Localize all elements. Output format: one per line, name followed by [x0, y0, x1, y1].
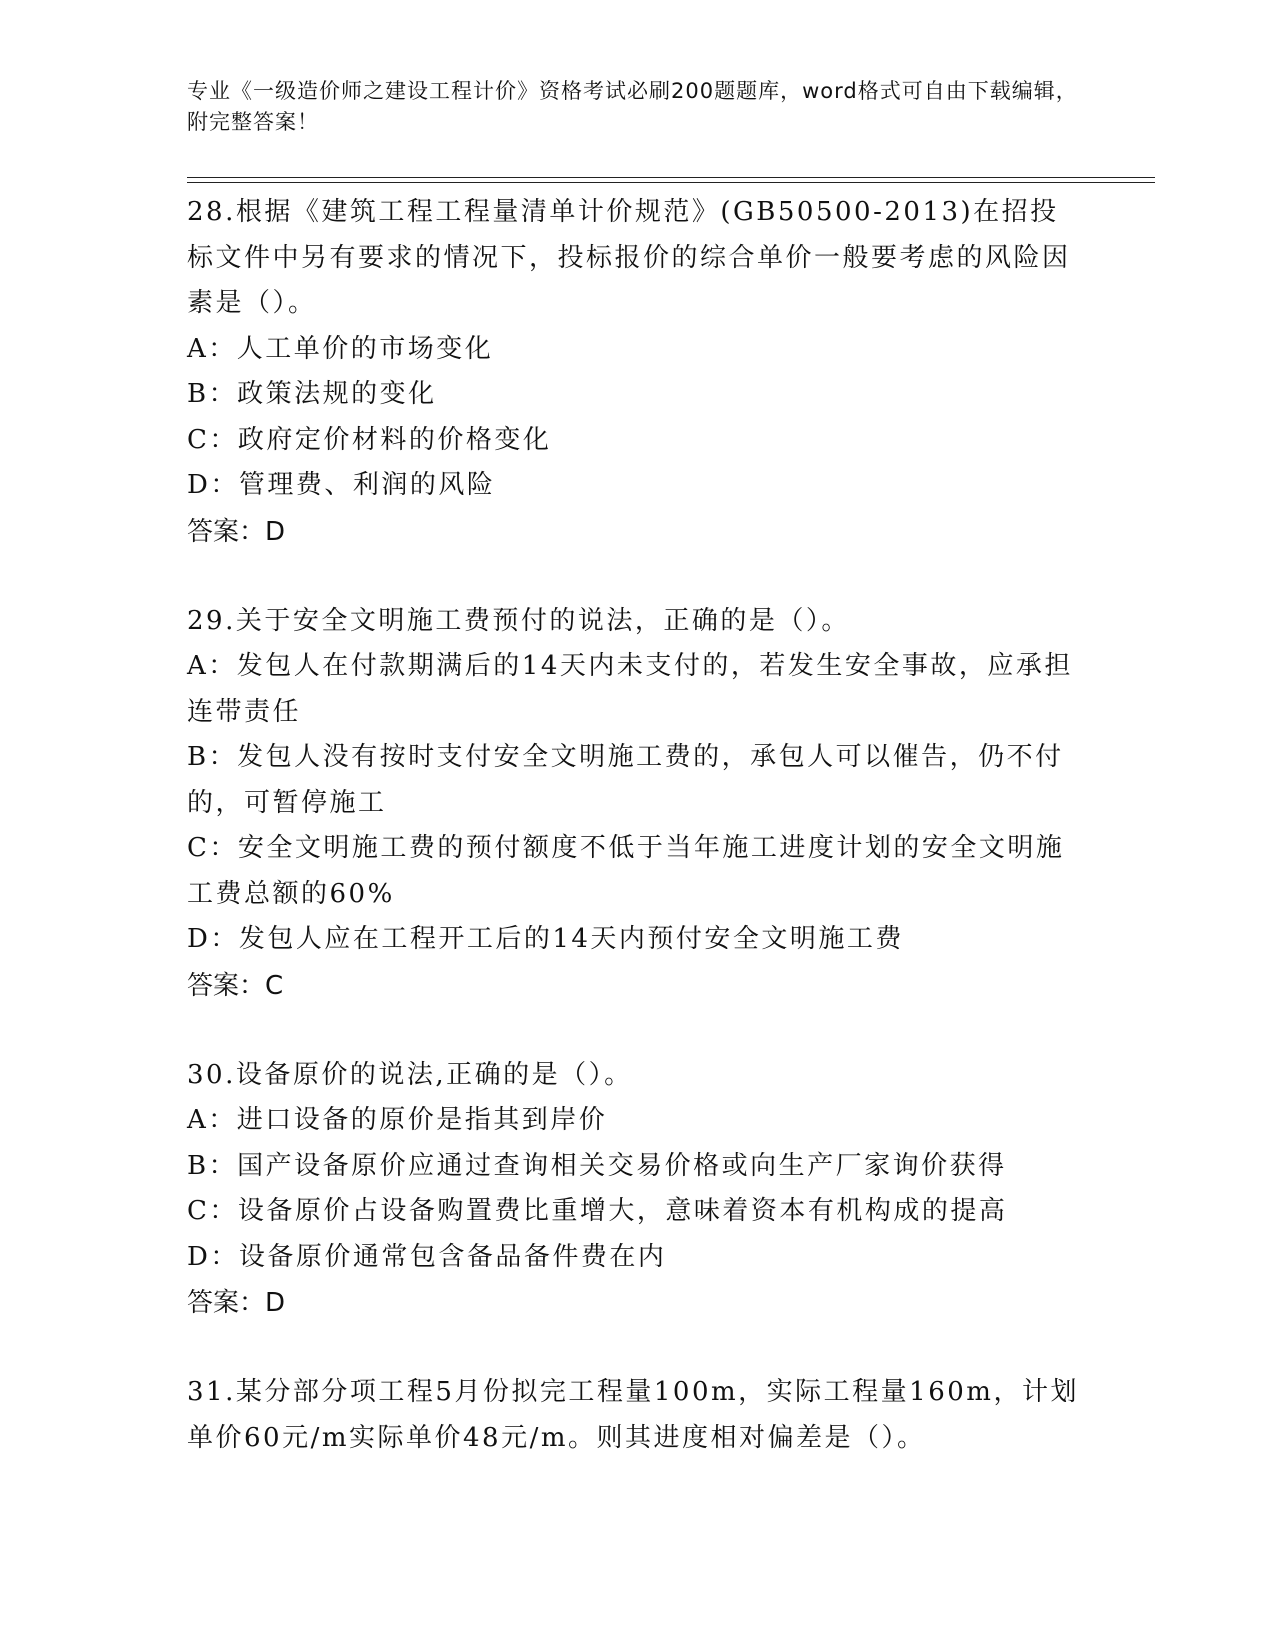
option-b: B：发包人没有按时支付安全文明施工费的，承包人可以催告，仍不付的，可暂停施工	[187, 742, 1064, 818]
question-list	[187, 190, 1087, 1461]
option-d: D：设备原价通常包含备品备件费在内	[187, 1241, 667, 1272]
question-stem: 30.设备原价的说法,正确的是（）。	[187, 1059, 633, 1090]
question-stem: 31.某分部分项工程5月份拟完工程量100m，实际工程量160m，计划单价60元/m实际单价48元/m。则其进度相对偏差是（）。	[187, 1377, 1079, 1453]
option-d: D：发包人应在工程开工后的14天内预付安全文明施工费	[187, 924, 904, 954]
header-divider-bottom	[187, 182, 1155, 183]
question-29	[187, 599, 1087, 1009]
option-a: A：人工单价的市场变化	[187, 333, 494, 364]
option-a: A：进口设备的原价是指其到岸价	[187, 1105, 608, 1135]
question-30	[187, 1053, 1087, 1327]
header-divider-top	[187, 177, 1155, 178]
option-d: D：管理费、利润的风险	[187, 470, 496, 500]
answer-line: 答案：D	[187, 516, 286, 547]
option-c: C：安全文明施工费的预付额度不低于当年施工进度计划的安全文明施工费总额的60%	[187, 833, 1065, 909]
question-28	[187, 190, 1087, 555]
answer-line: 答案：D	[187, 1288, 286, 1318]
option-c: C：设备原价占设备购置费比重增大，意味着资本有机构成的提高	[187, 1196, 1008, 1226]
option-b: B：国产设备原价应通过查询相关交易价格或向生产厂家询价获得	[187, 1150, 1007, 1181]
question-stem: 29.关于安全文明施工费预付的说法，正确的是（）。	[187, 605, 850, 636]
option-c: C：政府定价材料的价格变化	[187, 424, 552, 455]
question-31	[187, 1370, 1087, 1461]
option-b: B：政策法规的变化	[187, 379, 437, 409]
document-header: 专业《一级造价师之建设工程计价》资格考试必刷200题题库，word格式可自由下载编辑，附完整答案！	[187, 79, 1078, 134]
option-a: A：发包人在付款期满后的14天内未支付的，若发生安全事故，应承担连带责任	[187, 651, 1073, 727]
answer-line: 答案：C	[187, 970, 284, 1001]
question-stem: 28.根据《建筑工程工程量清单计价规范》(GB50500-2013)在招投标文件中另有要求的情况下，投标报价的综合单价一般要考虑的风险因素是（）。	[187, 197, 1071, 318]
